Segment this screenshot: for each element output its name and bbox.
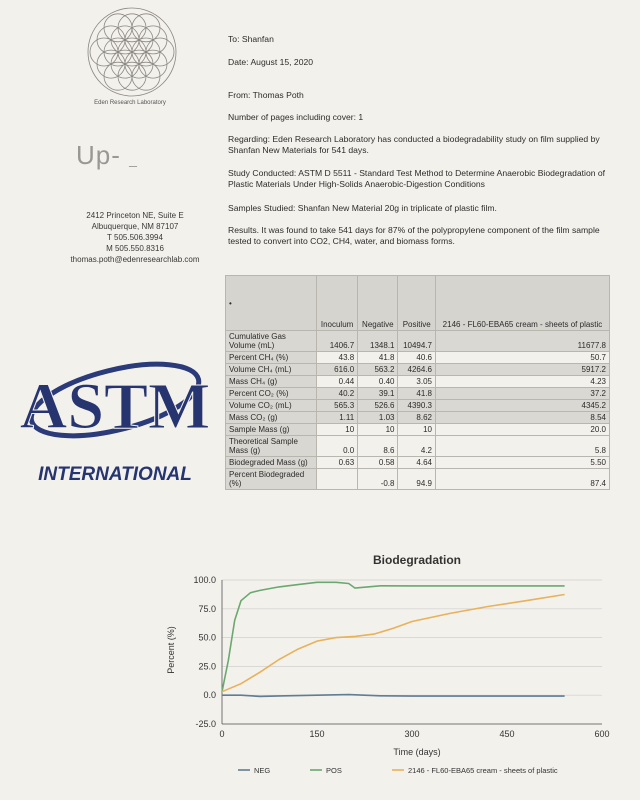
table-cell: 11677.8	[435, 331, 609, 352]
upgrade-tail: _	[129, 151, 138, 167]
table-cell: 0.58	[358, 457, 398, 469]
table-cell: 87.4	[435, 469, 609, 490]
pages-line: Number of pages including cover: 1	[228, 112, 364, 122]
letter-body	[228, 34, 608, 247]
y-tick-label: -25.0	[195, 719, 216, 729]
y-tick-label: 50.0	[198, 632, 216, 643]
row-label: Percent CH₄ (%)	[226, 352, 317, 364]
y-tick-label: 25.0	[198, 661, 216, 672]
row-label: Volume CH₄ (mL)	[226, 364, 317, 376]
table-cell: 1406.7	[317, 331, 358, 352]
results-line: Results. It was found to take 541 days for 87% of the polypropylene component of the film sample tested to convert into CO2, CH4, water, and biomass forms.	[228, 225, 600, 246]
column-header: 2146 - FL60-EBA65 cream - sheets of plastic	[435, 276, 609, 331]
table-corner: •	[226, 276, 317, 331]
astm-international-logo	[20, 320, 210, 520]
table-cell	[317, 469, 358, 490]
table-cell: 10494.7	[398, 331, 436, 352]
table-cell: -0.8	[358, 469, 398, 490]
table-cell: 50.7	[435, 352, 609, 364]
results-table	[225, 275, 610, 490]
address-line: Albuquerque, NM 87107	[91, 222, 179, 231]
y-tick-label: 0.0	[203, 690, 216, 701]
astm-letters: ASTM	[20, 370, 210, 443]
table-row	[226, 331, 610, 352]
table-cell: 5917.2	[435, 364, 609, 376]
row-label: Mass CH₄ (g)	[226, 376, 317, 388]
row-label: Mass CO₂ (g)	[226, 412, 317, 424]
table-cell: 40.6	[398, 352, 436, 364]
chart-title: Biodegradation	[372, 553, 462, 567]
legend-label: NEG	[254, 766, 271, 775]
table-cell: 0.63	[317, 457, 358, 469]
row-label: Cumulative Gas Volume (mL)	[226, 331, 317, 352]
table-cell: 0.40	[358, 376, 398, 388]
column-header: Negative	[358, 276, 398, 331]
table-row	[226, 424, 610, 436]
x-axis-label: Time (days)	[393, 747, 441, 757]
series-line-pos	[222, 582, 565, 691]
lab-address	[40, 210, 230, 265]
x-tick-label: 0	[219, 729, 225, 739]
x-tick-label: 150	[309, 729, 325, 739]
table-header-row	[226, 276, 610, 331]
row-label: Sample Mass (g)	[226, 424, 317, 436]
table-cell: 41.8	[358, 352, 398, 364]
table-row	[226, 352, 610, 364]
table-cell: 1.11	[317, 412, 358, 424]
row-label: Volume CO₂ (mL)	[226, 400, 317, 412]
table-row	[226, 400, 610, 412]
address-line: 2412 Princeton NE, Suite E	[86, 211, 184, 220]
legend-label: 2146 - FL60-EBA65 cream - sheets of plastic	[408, 766, 558, 775]
upgrade-stamp	[76, 140, 138, 171]
legend-label: POS	[326, 766, 342, 775]
table-row	[226, 469, 610, 490]
table-cell: 1348.1	[358, 331, 398, 352]
table-cell: 4.23	[435, 376, 609, 388]
astm-international-text: INTERNATIONAL	[38, 464, 192, 485]
biodegradation-chart	[160, 548, 630, 798]
table-row	[226, 436, 610, 457]
table-cell: 0.44	[317, 376, 358, 388]
regarding-line: Regarding: Eden Research Laboratory has conducted a biodegradability study on film supplied by Shanfan New Materials for 541 days.	[228, 134, 600, 155]
table-cell: 5.50	[435, 457, 609, 469]
table-cell: 94.9	[398, 469, 436, 490]
email-line: thomas.poth@edenresearchlab.com	[70, 255, 200, 264]
table-cell: 1.03	[358, 412, 398, 424]
column-header: Positive	[398, 276, 436, 331]
phone-line: T 505.506.3994	[107, 233, 163, 242]
table-cell: 4345.2	[435, 400, 609, 412]
table-row	[226, 412, 610, 424]
table-cell: 3.05	[398, 376, 436, 388]
table-cell: 4390.3	[398, 400, 436, 412]
table-cell: 20.0	[435, 424, 609, 436]
table-cell: 10	[358, 424, 398, 436]
table-cell: 616.0	[317, 364, 358, 376]
table-row	[226, 457, 610, 469]
to-line: To: Shanfan	[228, 34, 274, 44]
table-cell: 10	[398, 424, 436, 436]
y-axis-label: Percent (%)	[166, 626, 176, 674]
table-cell: 526.6	[358, 400, 398, 412]
table-cell: 4264.6	[398, 364, 436, 376]
row-label: Percent Biodegraded (%)	[226, 469, 317, 490]
table-cell: 8.62	[398, 412, 436, 424]
x-tick-label: 600	[594, 729, 610, 739]
flower-of-life-logo	[86, 6, 178, 98]
table-cell: 0.0	[317, 436, 358, 457]
table-cell: 8.54	[435, 412, 609, 424]
table-cell: 43.8	[317, 352, 358, 364]
lab-name: Eden Research Laboratory	[94, 100, 166, 106]
from-line: From: Thomas Poth	[228, 90, 304, 100]
table-cell: 565.3	[317, 400, 358, 412]
row-label: Percent CO₂ (%)	[226, 388, 317, 400]
table-cell: 5.8	[435, 436, 609, 457]
y-tick-label: 100.0	[193, 575, 216, 585]
table-cell: 10	[317, 424, 358, 436]
table-cell: 563.2	[358, 364, 398, 376]
table-cell: 8.6	[358, 436, 398, 457]
table-cell: 37.2	[435, 388, 609, 400]
row-label: Biodegraded Mass (g)	[226, 457, 317, 469]
mobile-line: M 505.550.8316	[106, 244, 164, 253]
y-tick-label: 75.0	[198, 603, 216, 614]
column-header: Inoculum	[317, 276, 358, 331]
table-cell: 4.2	[398, 436, 436, 457]
row-label: Theoretical Sample Mass (g)	[226, 436, 317, 457]
samples-line: Samples Studied: Shanfan New Material 20g in triplicate of plastic film.	[228, 203, 497, 213]
table-row	[226, 376, 610, 388]
x-tick-label: 300	[404, 729, 420, 739]
table-row	[226, 364, 610, 376]
table-body	[226, 331, 610, 490]
table-row	[226, 388, 610, 400]
x-tick-label: 450	[499, 729, 515, 739]
table-cell: 41.8	[398, 388, 436, 400]
date-line: Date: August 15, 2020	[228, 57, 314, 67]
table-cell: 4.64	[398, 457, 436, 469]
upgrade-text: Up-	[76, 140, 121, 170]
table-cell: 40.2	[317, 388, 358, 400]
table-cell: 39.1	[358, 388, 398, 400]
study-line: Study Conducted: ASTM D 5511 - Standard Test Method to Determine Anaerobic Biodegradation of Plastic Materials Under High-Solids Anaerobic-Digestion Conditions	[228, 168, 606, 189]
